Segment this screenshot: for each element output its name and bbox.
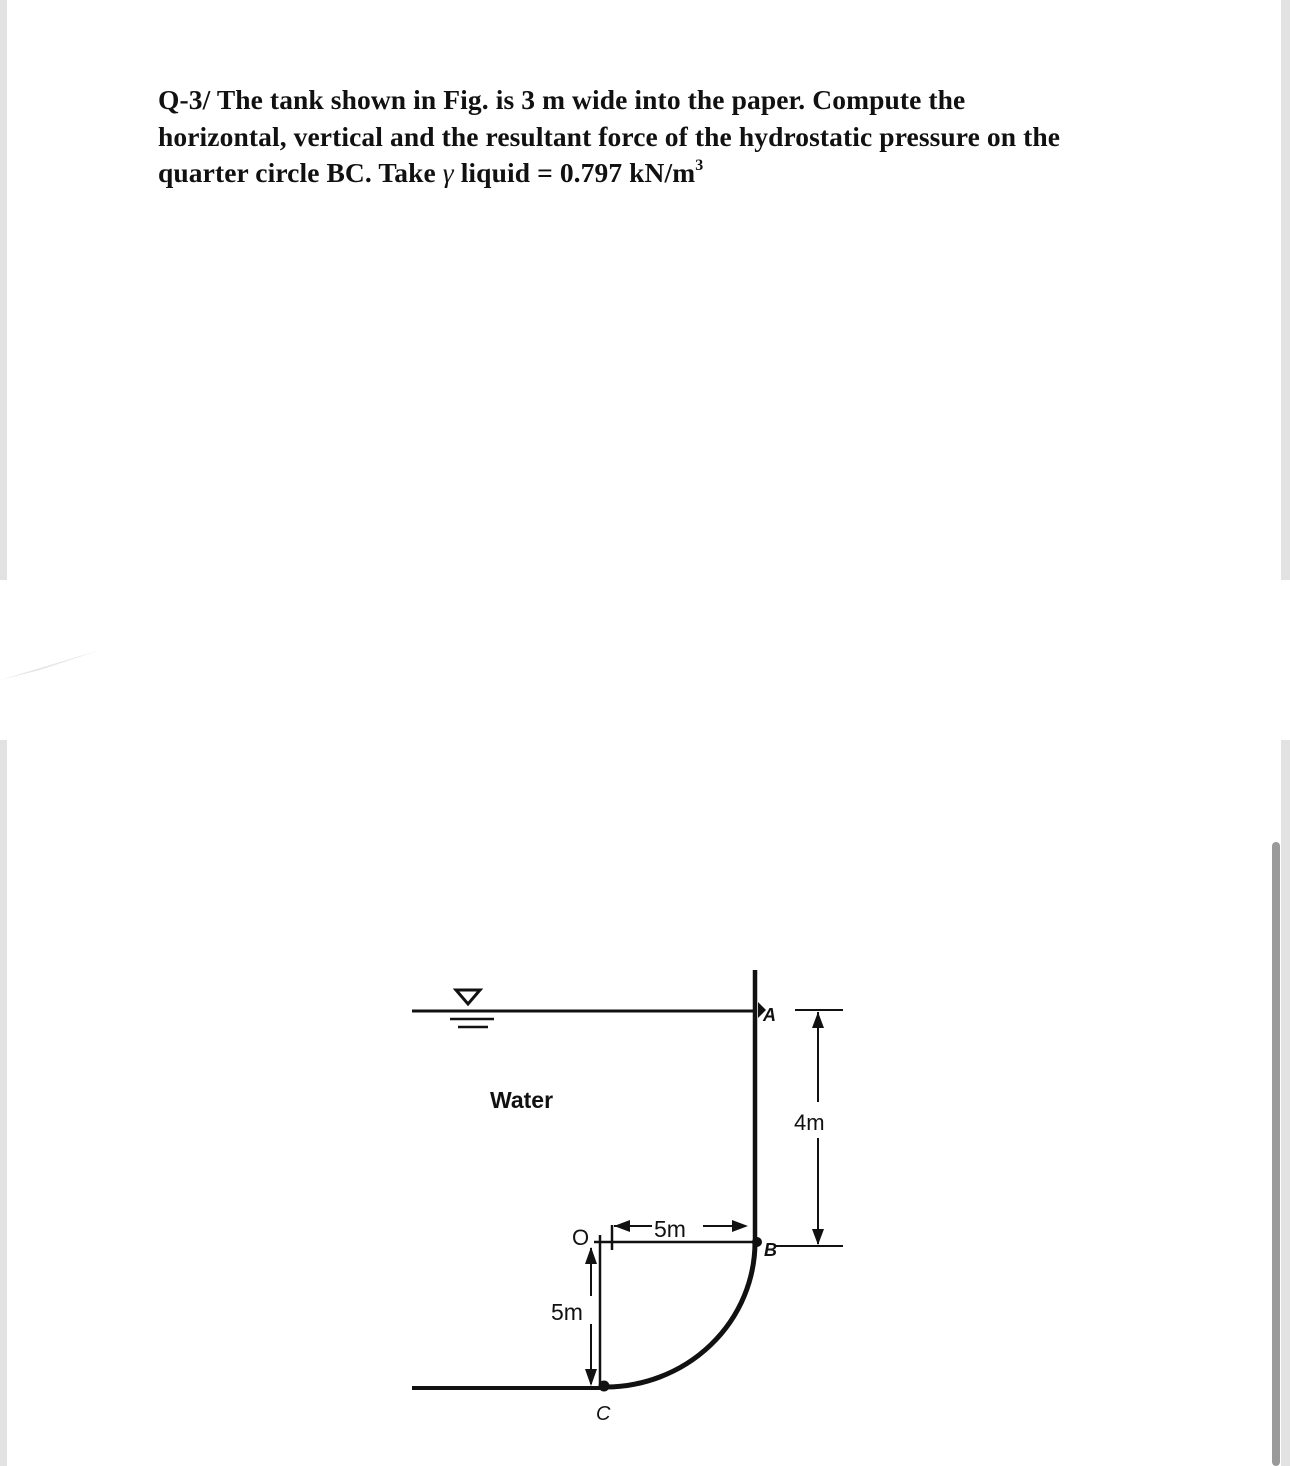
arrow-down-4m-icon	[812, 1229, 824, 1245]
arrow-up-4m-icon	[812, 1012, 824, 1028]
question-line-3-mid: liquid = 0.797 kN/m	[453, 157, 696, 188]
point-b-label: B	[764, 1240, 777, 1260]
free-surface-symbol	[440, 990, 500, 1027]
point-c-marker	[599, 1381, 610, 1392]
arrow-right-icon	[732, 1220, 748, 1232]
dim-depth-ab-label: 4m	[794, 1110, 825, 1135]
question-line-1: Q-3/ The tank shown in Fig. is 3 m wide into the paper. Compute the	[158, 84, 966, 115]
question-line-3-prefix: quarter circle BC. Take	[158, 157, 443, 188]
dim-radius-horizontal-label: 5m	[654, 1216, 686, 1242]
arrow-down-icon	[585, 1369, 597, 1386]
point-b-marker	[752, 1237, 762, 1247]
water-label: Water	[490, 1087, 554, 1113]
point-o-label: O	[572, 1225, 590, 1250]
question-line-2: horizontal, vertical and the resultant force of the hydrostatic pressure on the	[158, 120, 1061, 152]
point-c-label: C	[596, 1403, 611, 1425]
unit-exponent: 3	[695, 156, 704, 174]
quarter-circle-bc	[604, 1242, 755, 1387]
dim-radius-vertical-label: 5m	[551, 1299, 583, 1325]
point-a-label: A	[763, 1005, 776, 1025]
arrow-left-icon	[614, 1220, 630, 1232]
gamma-symbol: γ	[442, 157, 454, 188]
